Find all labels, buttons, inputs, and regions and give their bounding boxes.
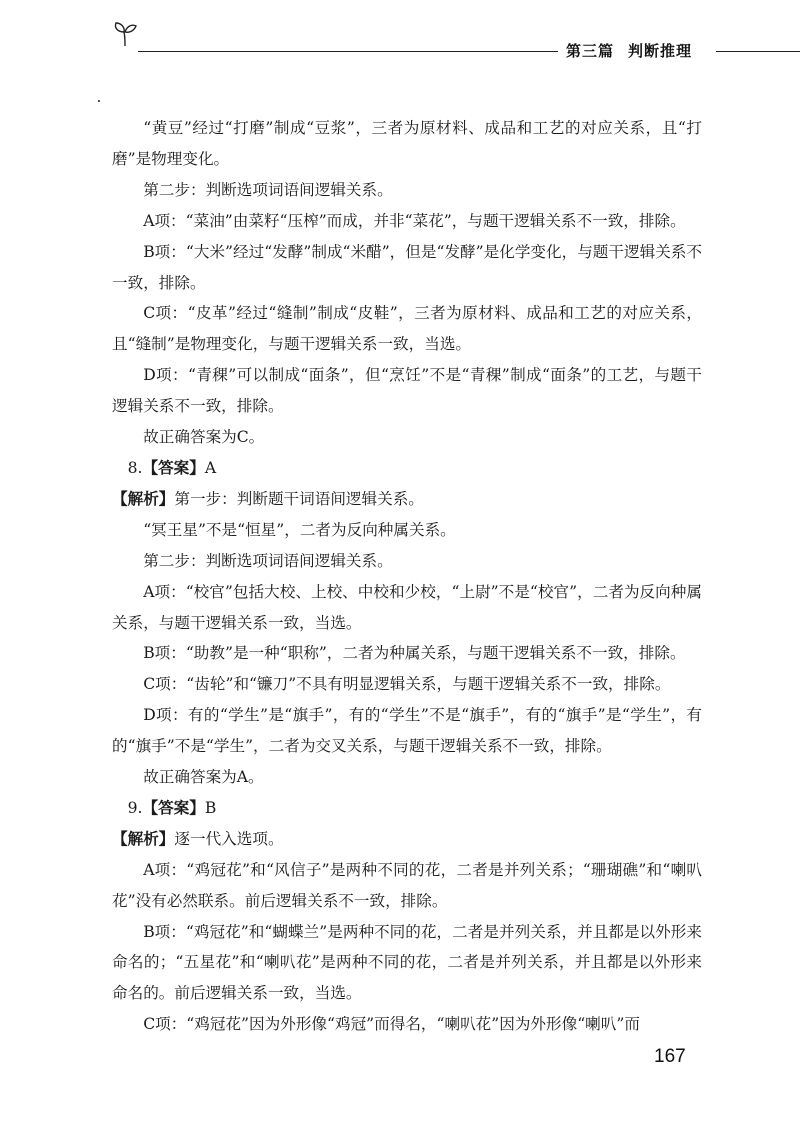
page-number: 167: [654, 1046, 686, 1067]
body-paragraph: C项：“齿轮”和“镰刀”不具有明显逻辑关系，与题干逻辑关系不一致，排除。: [143, 675, 671, 694]
answer-line: [112, 453, 702, 484]
body-paragraph: A项：“菜油”由菜籽“压榨”而成，并非“菜花”，与题干逻辑关系不一致，排除。: [143, 211, 686, 230]
answer-line: [112, 793, 702, 824]
body-paragraph: B项：“助教”是一种“职称”，二者为种属关系，与题干逻辑关系不一致，排除。: [143, 644, 686, 663]
body-paragraph: A项：“校官”包括大校、上校、中校和少校，“上尉”不是“校官”，二者为反向种属关系，与题干逻辑关系一致，当选。: [112, 582, 702, 632]
body-paragraph: 第二步：判断选项词语间逻辑关系。: [143, 551, 393, 570]
analysis-tag: 【解析】: [112, 829, 175, 848]
header-title: [566, 40, 692, 61]
analysis-text: 逐一代入选项。: [174, 829, 284, 848]
body-paragraph: “冥王星”不是“恒星”，二者为反向种属关系。: [143, 520, 456, 539]
page-header: [0, 0, 800, 80]
body-paragraph: 故正确答案为C。: [143, 428, 265, 447]
header-rule-right: [716, 51, 800, 52]
page-body: [112, 113, 702, 1040]
body-paragraph: 第二步：判断选项词语间逻辑关系。: [143, 180, 393, 199]
body-paragraph: D项：有的“学生”是“旗手”，有的“学生”不是“旗手”，有的“旗手”是“学生”，有的“旗手”不是“学生”，二者为交叉关系，与题干逻辑关系不一致，排除。: [112, 706, 702, 756]
body-paragraph: C项：“鸡冠花”因为外形像“鸡冠”而得名，“喇叭花”因为外形像“喇叭”而: [143, 1015, 640, 1034]
question-number: 9.: [127, 798, 143, 817]
body-paragraph: D项：“青稞”可以制成“面条”，但“烹饪”不是“青稞”制成“面条”的工艺，与题干逻辑关系不一致，排除。: [112, 366, 702, 416]
sprout-icon: [112, 18, 138, 48]
answer-tag: 【答案】: [142, 458, 205, 477]
question-number: 8.: [127, 458, 143, 477]
body-paragraph: “黄豆”经过“打磨”制成“豆浆”，三者为原材料、成品和工艺的对应关系，且“打磨”是物理变化。: [112, 119, 702, 168]
answer-value: A: [204, 458, 217, 477]
analysis-tag: 【解析】: [112, 489, 175, 508]
body-paragraph: C项：“皮革”经过“缝制”制成“皮鞋”，三者为原材料、成品和工艺的对应关系，且“缝制”是物理变化，与题干逻辑关系一致，当选。: [112, 304, 702, 354]
header-rule-left: [138, 51, 558, 52]
analysis-line: [112, 484, 702, 515]
answer-value: B: [204, 798, 217, 817]
margin-mark: [98, 100, 100, 102]
body-paragraph: B项：“鸡冠花”和“蝴蝶兰”是两种不同的花，二者是并列关系，并且都是以外形来命名的；“五星花”和“喇叭花”是两种不同的花，二者是并列关系，并且都是以外形来命名的。前后逻辑关系一致，当选。: [112, 922, 702, 1003]
analysis-text: 第一步：判断题干词语间逻辑关系。: [174, 489, 424, 508]
body-paragraph: A项：“鸡冠花”和“风信子”是两种不同的花，二者是并列关系；“珊瑚礁”和“喇叭花”没有必然联系。前后逻辑关系不一致，排除。: [112, 860, 702, 910]
header-chapter: 判断推理: [628, 42, 693, 60]
analysis-line: [112, 824, 702, 855]
body-paragraph: B项：“大米”经过“发酵”制成“米醋”，但是“发酵”是化学变化，与题干逻辑关系不一致，排除。: [112, 242, 702, 292]
answer-tag: 【答案】: [142, 798, 205, 817]
body-paragraph: 故正确答案为A。: [143, 768, 264, 787]
header-part: 第三篇: [566, 42, 615, 60]
